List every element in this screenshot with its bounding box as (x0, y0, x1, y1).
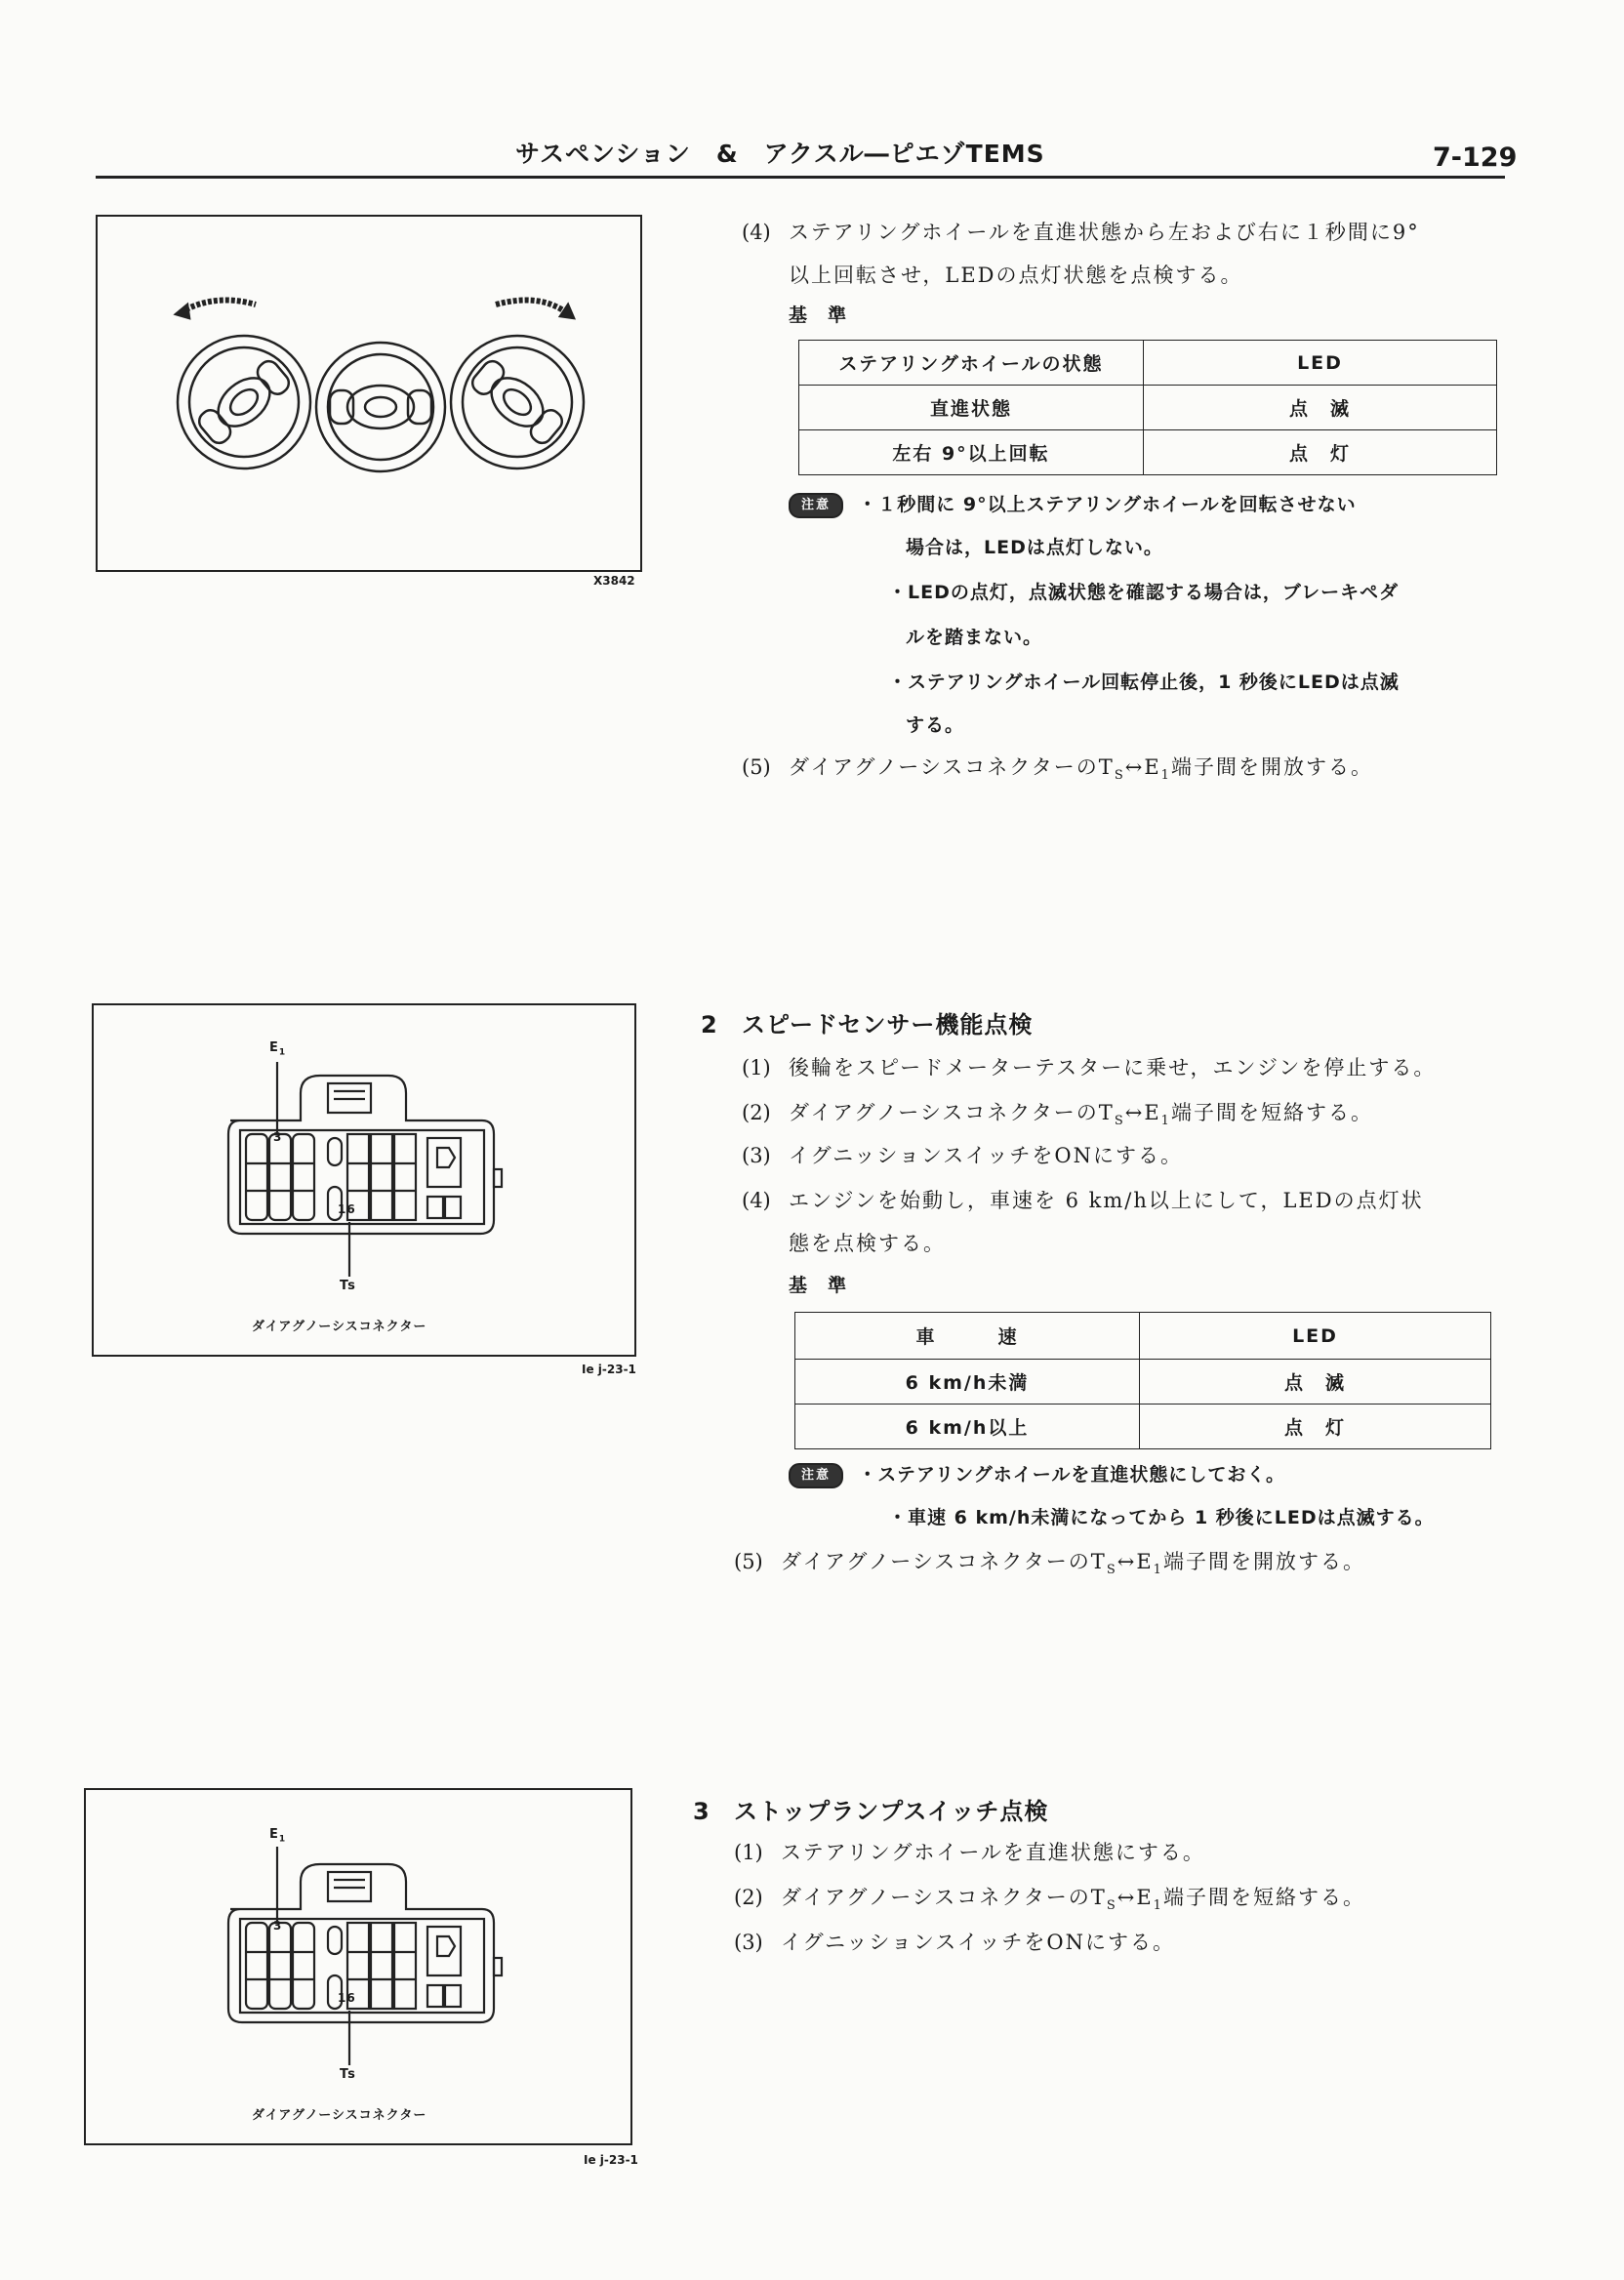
col-header-led: LED (1144, 341, 1497, 386)
pin-16-label: 16 (338, 1991, 356, 2005)
step-4-line-1 (742, 217, 1420, 246)
page-number: 7-129 (1433, 142, 1518, 173)
figure-code: Ie j-23-1 (584, 2153, 638, 2167)
connector-caption: ダイアグノーシスコネクター (252, 1320, 427, 1334)
note-2b: ルを踏まない。 (906, 627, 1043, 648)
header-rule (96, 176, 1505, 179)
text: ダイアグノーシスコネクターのT (789, 755, 1115, 779)
sec2-step-2: (2) ダイアグノーシスコネクターの$T_S\leftrightarrow E_1$端子間を短絡する。 (742, 1101, 1373, 1129)
cell: 直進状態 (799, 386, 1144, 430)
section-3-heading: 3 ストップランプスイッチ点検 (693, 1798, 1049, 1825)
sec2-step-4-line-2: 態を点検する。 (789, 1232, 946, 1255)
connector-caption: ダイアグノーシスコネクター (252, 2108, 427, 2123)
subscript: S (1114, 768, 1125, 784)
figure-connector-2 (84, 1788, 632, 2145)
note-3a: ・ステアリングホイール回転停止後，1 秒後にLEDは点滅 (888, 672, 1400, 693)
cell: 点 滅 (1144, 386, 1497, 430)
sec3-step-1: (1) ステアリングホイールを直進状態にする。 (734, 1841, 1205, 1864)
step-number: (5) (742, 755, 771, 779)
cell: 左右 9°以上回転 (799, 430, 1144, 475)
figure-code: Ie j-23-1 (582, 1363, 636, 1376)
steering-wheel-illustration (98, 217, 640, 570)
step-4-line-2: 以上回転させ，LEDの点灯状態を点検する。 (789, 264, 1243, 287)
connector-illustration (94, 1005, 634, 1355)
sec2-note-2: ・車速 6 km/h未満になってから 1 秒後にLEDは点滅する。 (888, 1507, 1435, 1528)
pin-16-label: 16 (338, 1202, 356, 1216)
col-header-speed: 車 速 (795, 1313, 1140, 1360)
step-5-open (742, 752, 1373, 783)
sec3-step-2: (2) ダイアグノーシスコネクターの$T_S\leftrightarrow E_1$端子間を短絡する。 (734, 1886, 1365, 1914)
cell: 点 灯 (1144, 430, 1497, 475)
cell: 点 滅 (1140, 1360, 1491, 1405)
caution-badge: 注意 (789, 493, 843, 518)
step-number: (4) (742, 221, 771, 244)
subscript: 1 (1160, 768, 1171, 784)
cell: 6 km/h未満 (795, 1360, 1140, 1405)
cell: 6 km/h以上 (795, 1405, 1140, 1449)
standard-label: 基 準 (789, 305, 848, 326)
step-text: ステアリングホイールを直進状態から左および右に１秒間に9° (789, 221, 1420, 244)
note-2a: ・LEDの点灯，点滅状態を確認する場合は，ブレーキペダ (888, 582, 1400, 603)
cell: 点 灯 (1140, 1405, 1491, 1449)
note-1a (789, 490, 1357, 518)
text: E (1144, 755, 1161, 779)
sec2-step-5: (5) ダイアグノーシスコネクターの$T_S\leftrightarrow E_1$端子間を開放する。 (734, 1550, 1365, 1578)
sec2-step-4-line-1: (4) エンジンを始動し，車速を 6 km/h以上にして，LEDの点灯状 (742, 1189, 1424, 1212)
sec3-step-3: (3) イグニッションスイッチをONにする。 (734, 1931, 1176, 1954)
figure-connector-1 (92, 1003, 636, 1357)
sec2-note-1: 注意 ・ステアリングホイールを直進状態にしておく。 (789, 1460, 1285, 1488)
text: 端子間を開放する。 (1170, 755, 1373, 779)
speed-led-table (794, 1312, 1491, 1449)
section-2-heading: 2 スピードセンサー機能点検 (701, 1011, 1034, 1038)
standard-label: 基 準 (789, 1275, 848, 1296)
steering-led-table (798, 340, 1497, 475)
pin-3-label: 3 (273, 1130, 283, 1144)
arrow: ↔ (1124, 755, 1145, 779)
note-1b: 場合は，LEDは点灯しない。 (906, 537, 1163, 558)
connector-e1-label: $E_1$ (269, 1040, 287, 1058)
note-text: ・１秒間に 9°以上ステアリングホイールを回転させない (858, 494, 1357, 515)
figure-code: X3842 (593, 574, 635, 588)
sec2-step-1: (1) 後輪をスピードメーターテスターに乗せ，エンジンを停止する。 (742, 1056, 1437, 1079)
note-3b: する。 (906, 714, 965, 736)
connector-illustration (86, 1790, 630, 2143)
ts-label: Ts (340, 1279, 356, 1293)
pin-3-label: 3 (273, 1919, 283, 1933)
col-header-steering: ステアリングホイールの状態 (799, 341, 1144, 386)
sec2-step-3: (3) イグニッションスイッチをONにする。 (742, 1144, 1184, 1167)
page-header-title: サスペンション & アクスル―ピエゾTEMS (515, 140, 1045, 168)
caution-badge: 注意 (789, 1463, 843, 1488)
figure-steering-wheels (96, 215, 642, 572)
col-header-led: LED (1140, 1313, 1491, 1360)
connector-e1-label: $E_1$ (269, 1827, 287, 1845)
ts-label: Ts (340, 2067, 356, 2082)
